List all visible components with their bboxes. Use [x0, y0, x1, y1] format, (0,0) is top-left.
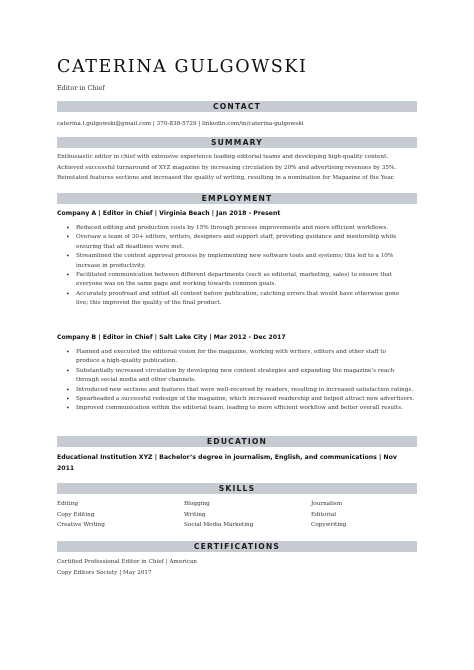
education-line: 2011: [57, 465, 75, 472]
bullet-text: ensuring that all deadlines were met.: [76, 243, 184, 250]
bullet-text: produce a high-quality publication.: [76, 358, 178, 365]
skills-section-header: SKILLS: [57, 483, 417, 494]
certifications-section-header: CERTIFICATIONS: [57, 541, 417, 552]
candidate-title: Editor in Chief: [57, 84, 105, 92]
skill-item: Journalism: [311, 501, 343, 507]
job-heading: Company B | Editor in Chief | Salt Lake City | Mar 2012 - Dec 2017: [57, 334, 286, 341]
list-item: [57, 348, 417, 367]
list-item: [57, 395, 417, 404]
candidate-name: CATERINA GULGOWSKI: [57, 57, 308, 77]
bullet-text: Reduced editing and production costs by 15% through process improvements and more efficient workflows.: [76, 225, 389, 231]
bullet-text: Streamlined the content approval process by implementing new software tools and systems; this led to a 10%: [76, 253, 394, 260]
skills-column: [184, 499, 253, 531]
bullet-text: live; this improved the quality of the final product.: [76, 300, 222, 307]
bullet-text: Accurately proofread and edited all content before publication, catching errors that would have otherwise gone: [76, 290, 400, 297]
skill-item: Writing: [184, 511, 206, 518]
bullet-glyph: •: [66, 349, 70, 356]
bullet-glyph: •: [66, 234, 70, 242]
skills-column: [311, 499, 346, 531]
skill-item: Editing: [57, 501, 79, 507]
summary-line: Enthusiastic editor in chief with extensive experience leading editorial teams and developing high-quality content.: [57, 154, 389, 160]
summary-line: Achieved successful turnaround of XYZ magazine by increasing circulation by 20% and advertising revenues by 35%.: [57, 164, 397, 171]
list-item: [57, 271, 417, 290]
skill-item: Creative Writing: [57, 522, 105, 528]
bullet-text: everyone was on the same page and working towards common goals.: [76, 281, 277, 288]
skill-item: Blogging: [184, 501, 210, 507]
bullet-glyph: •: [66, 367, 70, 375]
skills-grid: [57, 499, 419, 533]
list-item: [57, 290, 417, 309]
bullet-text: Facilitated communication between different departments (such as editorial, marketing, sales) to ensure that: [76, 272, 392, 279]
list-item: [57, 404, 417, 413]
certification-line: Copy Editors Society | May 2017: [57, 569, 152, 576]
bullet-glyph: •: [66, 405, 70, 413]
employment-section-header: EMPLOYMENT: [57, 193, 417, 204]
list-item: [57, 233, 417, 252]
bullet-glyph: •: [66, 290, 70, 298]
list-item: [57, 367, 417, 386]
bullet-text: through social media and other channels.: [76, 377, 196, 384]
education-section-header: EDUCATION: [57, 436, 417, 447]
bullet-text: Improved communication within the editorial team, leading to more efficient workflow and better overall results.: [76, 405, 403, 412]
education-line: Educational Institution XYZ | Bachelor’s degree in journalism, English, and communications | Nov: [57, 454, 397, 461]
summary-section-header: SUMMARY: [57, 137, 417, 148]
certification-line: Certified Professional Editor in Chief | American: [57, 559, 197, 565]
summary-line: Reinstated features sections and increased the quality of writing, resulting in a nomination for Magazine of the Year.: [57, 175, 395, 181]
skill-item: Copywriting: [311, 522, 347, 528]
contact-line: caterina.l.gulgowski@gmail.com | 370-838-5729 | linkedin.com/in/caterina-gulgowski: [57, 121, 304, 127]
bullet-text: increase in productivity.: [76, 262, 146, 269]
list-item: [57, 224, 417, 233]
list-item: [57, 386, 417, 395]
skill-item: Editorial: [311, 511, 337, 518]
bullet-text: Planned and executed the editorial vision for the magazine, working with writers, editors and other staff to: [76, 349, 386, 355]
skill-item: Copy Editing: [57, 511, 95, 518]
bullet-text: Substantially increased circulation by developing new content strategies and expanding the magazine’s reach: [76, 367, 395, 374]
bullet-glyph: •: [66, 225, 70, 232]
bullet-text: Oversaw a team of 30+ editors, writers, designers and support staff, providing guidance and mentorship while: [76, 234, 397, 241]
job-heading: Company A | Editor in Chief | Virginia Beach | Jan 2018 - Present: [57, 210, 281, 217]
bullet-text: Spearheaded a successful redesign of the magazine, which increased readership and helped attract new advertisers.: [76, 396, 415, 403]
contact-section-header: CONTACT: [57, 101, 417, 112]
list-item: [57, 252, 417, 271]
education-entry: [57, 452, 419, 474]
bullet-glyph: •: [66, 396, 70, 404]
bullet-glyph: •: [66, 253, 70, 261]
skills-column: [57, 499, 105, 531]
job-bullets: [57, 348, 417, 414]
job-bullets: [57, 224, 417, 309]
bullet-glyph: •: [66, 386, 70, 394]
bullet-text: Introduced new sections and features that were well-received by readers, resulting in increased satisfaction ratings.: [76, 386, 414, 393]
bullet-glyph: •: [66, 272, 70, 280]
skill-item: Social Media Marketing: [184, 522, 254, 528]
